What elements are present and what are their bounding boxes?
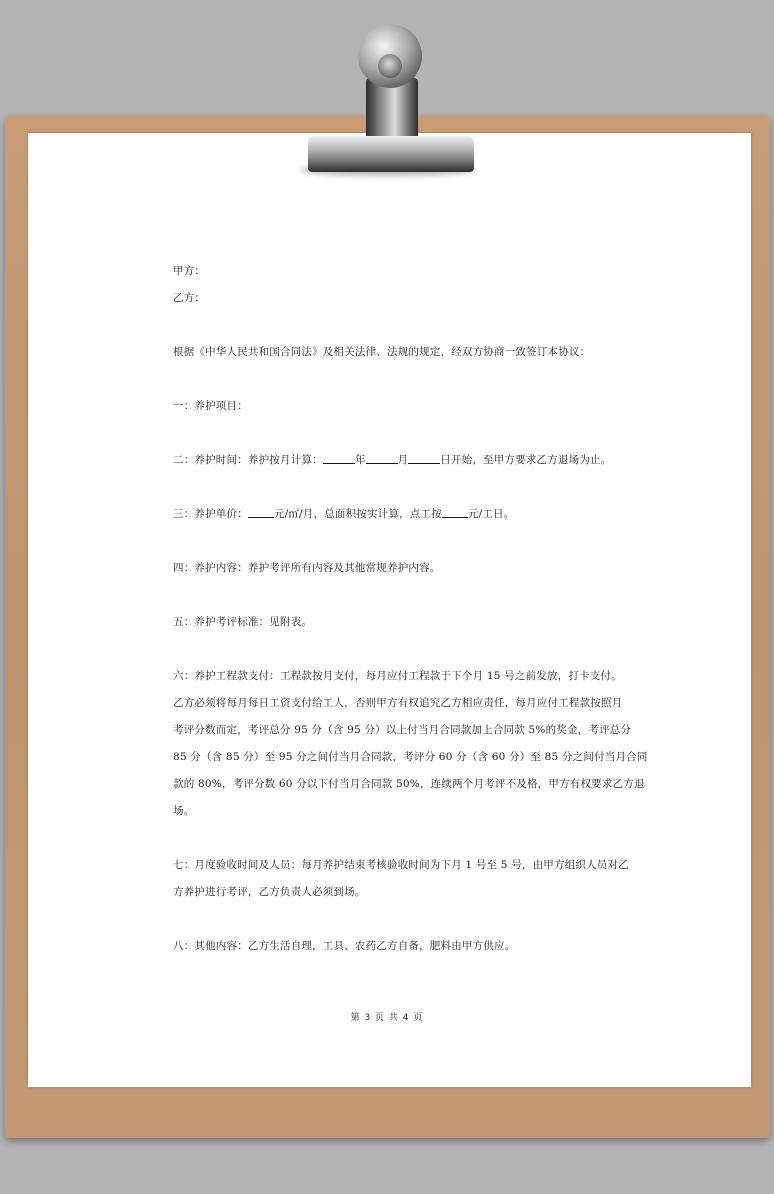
- unit-price-blank: [248, 506, 274, 518]
- item-8: 八：其他内容：乙方生活自理，工具、农药乙方自备，肥料由甲方供应。: [173, 940, 516, 952]
- party-b-line: 乙方：: [173, 292, 206, 304]
- item-6-line-4: 85 分（含 85 分）至 95 分之间付当月合同款，考评分 60 分（含 60 分）至 85 分之间付当月合同: [173, 751, 648, 763]
- item-6-line-1: 六：养护工程款支付：工程款按月支付，每月应付工程款于下个月 15 号之前发放，打卡支付。: [173, 670, 622, 682]
- item-2: 二：养护时间：养护按月计算： 年 月 日开始，至甲方要求乙方退场为止。: [173, 454, 612, 466]
- preamble-text: 根据《中华人民共和国合同法》及相关法律、法规的规定，经双方协商一致签订本协议：: [173, 346, 591, 358]
- item-7-line-2: 方养护进行考评，乙方负责人必须到场。: [173, 886, 366, 898]
- item-4: 四：养护内容：养护考评所有内容及其他常规养护内容。: [173, 562, 441, 574]
- item-7-line-1: 七：月度验收时间及人员：每月养护结束考核验收时间为下月 1 号至 5 号，由甲方组织人员对乙: [173, 859, 629, 871]
- item-1: 一：养护项目：: [173, 400, 248, 412]
- item-6-line-5: 款的 80%，考评分数 60 分以下付当月合同款 50%，连续两个月考评不及格，甲方有权要求乙方退: [173, 778, 645, 790]
- page-number: 第 3 页 共 4 页: [350, 1013, 424, 1023]
- item-5: 五：养护考评标准：见附表。: [173, 616, 313, 628]
- item-6-line-3: 考评分数而定，考评总分 95 分（含 95 分）以上付当月合同款加上合同款 5%的奖金，考评总分: [173, 724, 632, 736]
- month-blank: [366, 452, 398, 464]
- item-6-line-6: 场。: [173, 805, 195, 817]
- year-blank: [323, 452, 355, 464]
- item-3: 三：养护单价： 元/㎡/月，总面积按实计算，点工按 元/工日。: [173, 508, 515, 520]
- day-blank: [408, 452, 440, 464]
- item-6-line-2: 乙方必须将每月每日工资支付给工人，否则甲方有权追究乙方相应责任，每月应付工程款按照月: [173, 697, 623, 709]
- binder-clip-icon: [300, 24, 480, 180]
- day-rate-blank: [442, 506, 468, 518]
- contract-body: [173, 258, 648, 960]
- party-a-line: 甲方：: [173, 265, 206, 277]
